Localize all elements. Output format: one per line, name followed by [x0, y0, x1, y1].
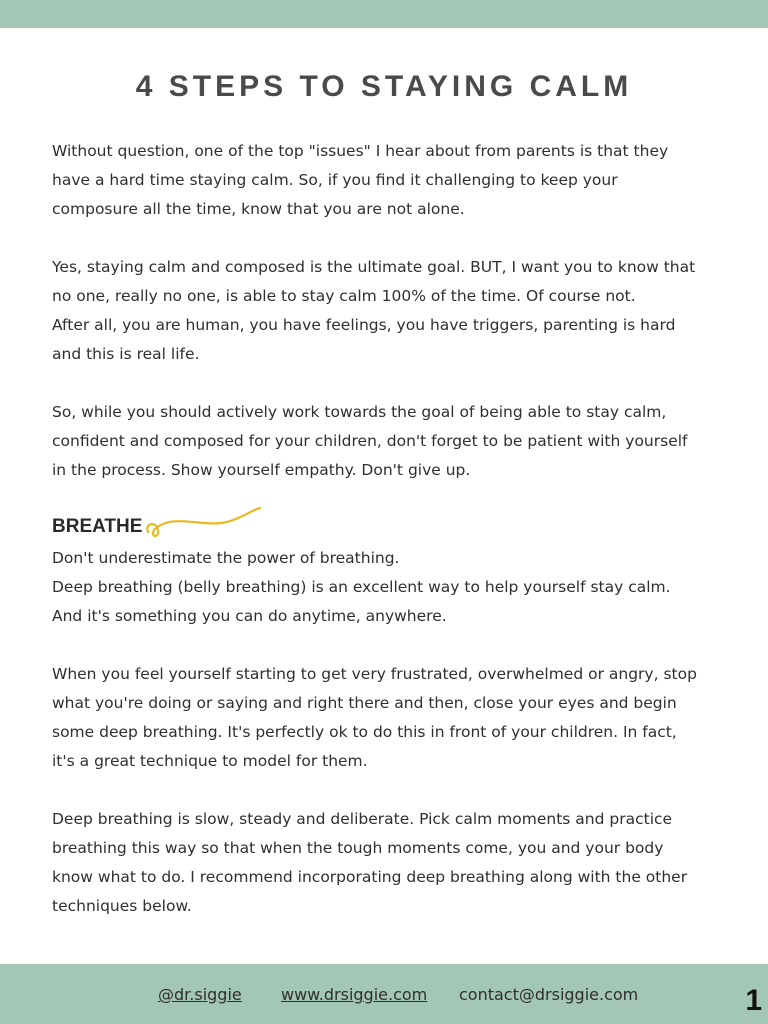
section-heading-breathe: BREATHE: [52, 516, 143, 537]
page-number: 1: [745, 984, 762, 1017]
text-line: no one, really no one, is able to stay calm 100% of the time. Of course not.: [52, 287, 636, 305]
text-line: what you're doing or saying and right there and then, close your eyes and begin: [52, 694, 677, 712]
text-line: composure all the time, know that you are not alone.: [52, 200, 465, 218]
breathe-paragraph-1: [52, 544, 732, 631]
social-handle-link[interactable]: @dr.siggie: [158, 985, 242, 1004]
document-body: [52, 137, 732, 950]
text-line: know what to do. I recommend incorporating deep breathing along with the other: [52, 868, 688, 886]
text-line: and this is real life.: [52, 345, 200, 363]
text-line: breathing this way so that when the tough moments come, you and your body: [52, 839, 664, 857]
text-line: confident and composed for your children, don't forget to be patient with yourself: [52, 432, 688, 450]
text-line: Don't underestimate the power of breathing.: [52, 549, 400, 567]
text-line: So, while you should actively work towards the goal of being able to stay calm,: [52, 403, 667, 421]
text-line: Deep breathing is slow, steady and deliberate. Pick calm moments and practice: [52, 810, 673, 828]
text-line: have a hard time staying calm. So, if you find it challenging to keep your: [52, 171, 618, 189]
text-line: some deep breathing. It's perfectly ok to do this in front of your children. In fact,: [52, 723, 677, 741]
page-title: 4 STEPS TO STAYING CALM: [135, 70, 633, 103]
footer-band: [0, 964, 768, 1024]
text-line: When you feel yourself starting to get very frustrated, overwhelmed or angry, stop: [52, 665, 697, 683]
text-line: in the process. Show yourself empathy. Don't give up.: [52, 461, 471, 479]
contact-email[interactable]: contact@drsiggie.com: [459, 985, 639, 1004]
website-link[interactable]: www.drsiggie.com: [281, 985, 428, 1004]
text-line: Without question, one of the top "issues" I hear about from parents is that they: [52, 142, 669, 160]
text-line: techniques below.: [52, 897, 192, 915]
text-line: After all, you are human, you have feelings, you have triggers, parenting is hard: [52, 316, 676, 334]
intro-paragraph-2: [52, 253, 732, 369]
text-line: And it's something you can do anytime, anywhere.: [52, 607, 447, 625]
intro-paragraph-3: [52, 398, 732, 485]
intro-paragraph-1: [52, 137, 732, 224]
text-line: it's a great technique to model for them.: [52, 752, 368, 770]
section-heading-row: [52, 514, 732, 544]
text-line: Yes, staying calm and composed is the ultimate goal. BUT, I want you to know that: [52, 258, 696, 276]
squiggle-underline-decoration: [142, 502, 272, 544]
text-line: Deep breathing (belly breathing) is an excellent way to help yourself stay calm.: [52, 578, 671, 596]
breathe-paragraph-3: [52, 805, 732, 921]
top-color-band: [0, 0, 768, 28]
breathe-paragraph-2: [52, 660, 732, 776]
